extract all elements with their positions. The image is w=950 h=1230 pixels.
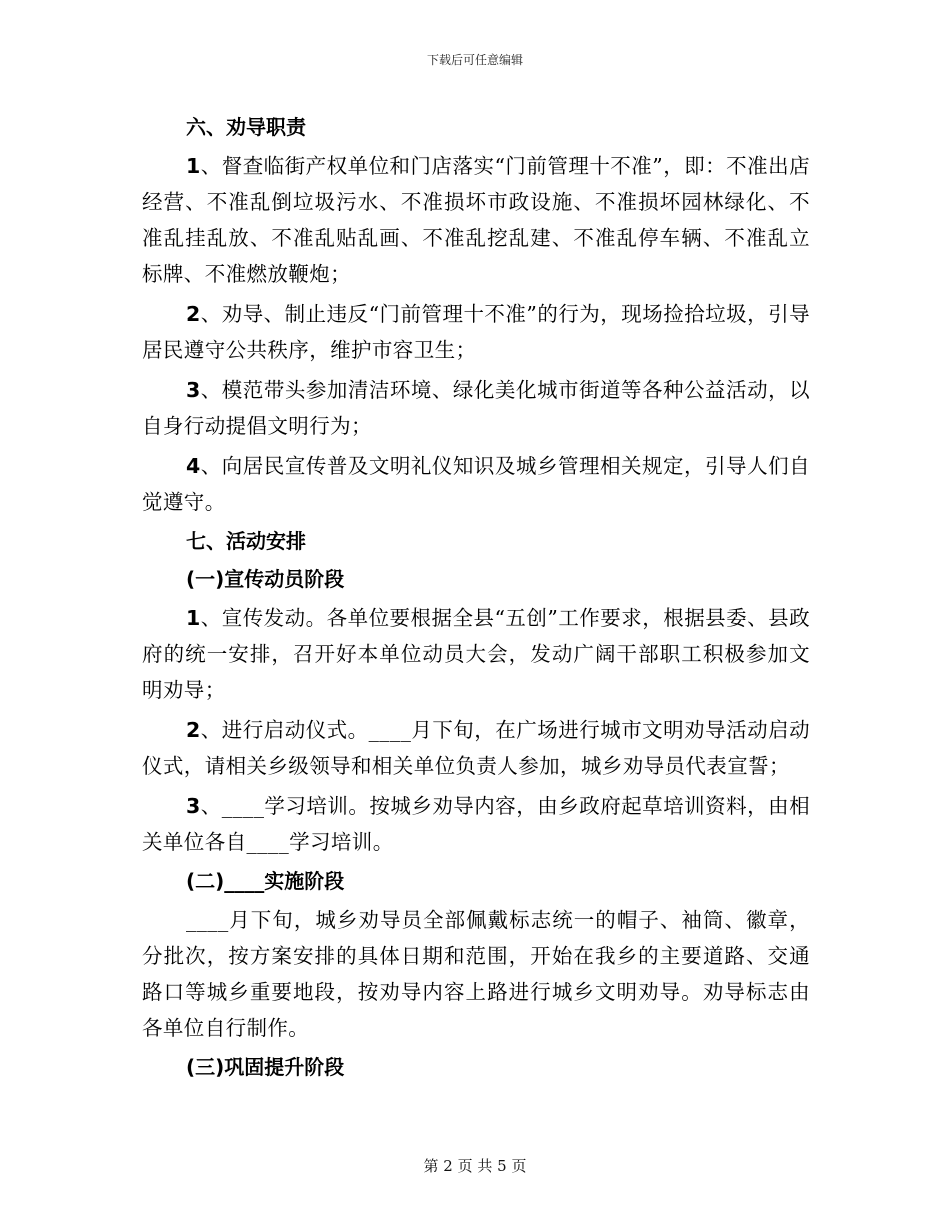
item-text: 、向居民宣传普及文明礼仪知识及城乡管理相关规定，引导人们自觉遵守。 [142,454,810,514]
stage-heading-consolidation: (三)巩固提升阶段 [186,1055,345,1079]
item-number: 1 [186,606,201,630]
item-text: 、督查临街产权单位和门店落实“门前管理十不准”，即：不准出店经营、不准乱倒垃圾污水、不准损坏市政设施、不准损坏园林绿化、不准乱挂乱放、不准乱贴乱画、不准乱挖乱建、不准乱停车辆、不准乱立标牌、不准燃放鞭炮； [142,154,810,286]
duty-item-2 [142,296,810,368]
duty-item-1 [142,148,810,292]
page-number-footer: 第 2 页 共 5 页 [423,1157,527,1175]
item-number: 3 [186,378,201,402]
document-body [142,110,810,1088]
item-number: 3 [186,794,201,818]
stage-heading-implementation: (二)____实施阶段 [186,869,345,893]
item-text: 、劝导、制止违反“门前管理十不准”的行为，现场捡拾垃圾，引导居民遵守公共秩序，维护市容卫生； [142,302,810,362]
item-text: 、模范带头参加清洁环境、绿化美化城市街道等各种公益活动，以自身行动提倡文明行为； [142,378,810,438]
stage1-item-2 [142,712,810,784]
item-number: 1 [186,154,201,178]
item-text: 、进行启动仪式。____月下旬，在广场进行城市文明劝导活动启动仪式，请相关乡级领导和相关单位负责人参加，城乡劝导员代表宣誓； [142,718,810,778]
item-text: 、____学习培训。按城乡劝导内容，由乡政府起草培训资料，由相关单位各自____学习培训。 [142,794,810,854]
section-heading-duties: 六、劝导职责 [186,115,306,139]
item-number: 2 [186,718,201,742]
stage1-item-1 [142,600,810,708]
duty-item-4 [142,448,810,520]
stage2-paragraph: ____月下旬，城乡劝导员全部佩戴标志统一的帽子、袖筒、徽章，分批次，按方案安排的具体日期和范围，开始在我乡的主要道路、交通路口等城乡重要地段，按劝导内容上路进行城乡文明劝导。劝导标志由各单位自行制作。 [142,908,810,1040]
item-number: 2 [186,302,201,326]
stage-heading-mobilization: (一)宣传动员阶段 [186,567,345,591]
stage1-item-3 [142,788,810,860]
item-text: 、宣传发动。各单位要根据全县“五创”工作要求，根据县委、县政府的统一安排，召开好本单位动员大会，发动广阔干部职工积极参加文明劝导； [142,606,810,702]
item-number: 4 [186,454,201,478]
section-heading-activities: 七、活动安排 [186,529,306,553]
duty-item-3 [142,372,810,444]
page-header: 下载后可任意编辑 [426,53,523,67]
